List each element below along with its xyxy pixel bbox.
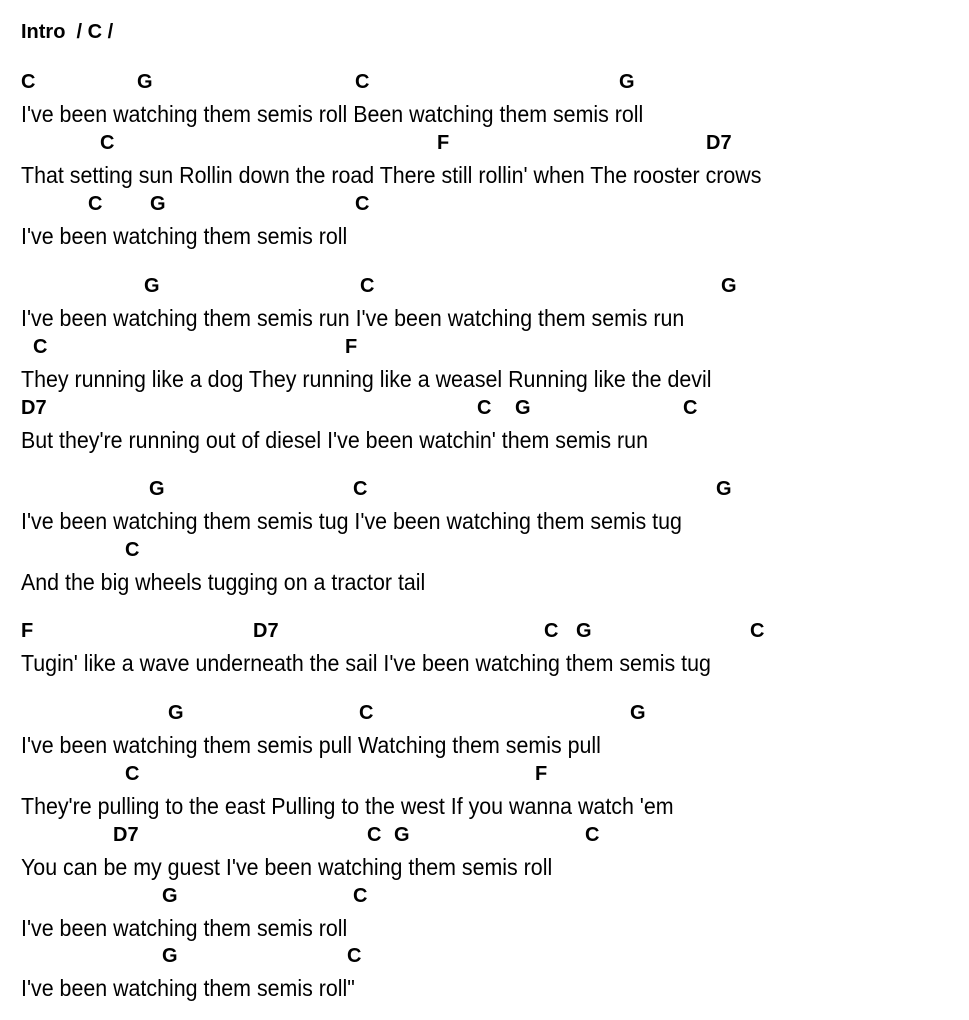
- chord: C: [355, 71, 370, 93]
- chord: C: [585, 824, 600, 846]
- chord: G: [150, 193, 166, 215]
- chord-row: [0, 396, 969, 420]
- chord-row: [0, 335, 969, 359]
- lyric-line: That setting sun Rollin down the road There still rollin' when The rooster crows: [21, 162, 762, 188]
- chord-row: [0, 762, 969, 786]
- chord-row: [0, 619, 969, 643]
- chord: C: [125, 763, 140, 785]
- chord: C: [125, 539, 140, 561]
- lyric-line: I've been watching them semis pull Watching them semis pull: [21, 732, 601, 758]
- chord-row: [0, 274, 969, 298]
- lyric-row: [0, 426, 969, 454]
- lyric-line: I've been watching them semis tug I've been watching them semis tug: [21, 508, 682, 534]
- chord-row: [0, 884, 969, 908]
- chord: F: [535, 763, 548, 785]
- chord: C: [359, 702, 374, 724]
- chord: G: [721, 275, 737, 297]
- chord-row: [0, 701, 969, 725]
- lyric-row: [0, 974, 969, 1002]
- chord-row: [0, 192, 969, 216]
- lyric-line: I've been watching them semis run I've been watching them semis run: [21, 305, 685, 331]
- chord: D7: [253, 620, 279, 642]
- lyric-row: [0, 100, 969, 128]
- chord: G: [137, 71, 153, 93]
- lyric-row: [0, 222, 969, 250]
- lyric-row: [0, 853, 969, 881]
- chord: G: [576, 620, 592, 642]
- chord: C: [683, 397, 698, 419]
- chord: C: [353, 885, 368, 907]
- chord-row: [0, 823, 969, 847]
- lyric-line: They running like a dog They running like a weasel Running like the devil: [21, 366, 712, 392]
- intro-line: Intro / C /: [21, 21, 114, 43]
- chord: C: [88, 193, 103, 215]
- chord: C: [100, 132, 115, 154]
- lyric-line: I've been watching them semis roll: [21, 915, 348, 941]
- chord: G: [168, 702, 184, 724]
- chord: D7: [706, 132, 732, 154]
- lyric-row: [0, 914, 969, 942]
- chord-row: [0, 70, 969, 94]
- chord: F: [21, 620, 34, 642]
- chord: C: [750, 620, 765, 642]
- lyric-line: I've been watching them semis roll: [21, 223, 348, 249]
- lyric-row: [0, 304, 969, 332]
- chord: F: [437, 132, 450, 154]
- chord: G: [515, 397, 531, 419]
- lyric-line: Tugin' like a wave underneath the sail I've been watching them semis tug: [21, 650, 711, 676]
- chord: G: [394, 824, 410, 846]
- chord: G: [162, 885, 178, 907]
- chord: C: [544, 620, 559, 642]
- chord: G: [716, 478, 732, 500]
- chord: C: [33, 336, 48, 358]
- chord: C: [355, 193, 370, 215]
- chord-row: [0, 538, 969, 562]
- chord: D7: [113, 824, 139, 846]
- lyric-row: [0, 792, 969, 820]
- chord: C: [347, 945, 362, 967]
- chord: C: [21, 71, 36, 93]
- lyric-row: [0, 365, 969, 393]
- lyric-line: But they're running out of diesel I've been watchin' them semis run: [21, 427, 648, 453]
- chord: G: [144, 275, 160, 297]
- chord: C: [360, 275, 375, 297]
- chord: C: [367, 824, 382, 846]
- lyric-row: [0, 731, 969, 759]
- chord: C: [477, 397, 492, 419]
- chord: C: [353, 478, 368, 500]
- chord-row: [0, 477, 969, 501]
- chord: G: [619, 71, 635, 93]
- chord: D7: [21, 397, 47, 419]
- lyric-line: They're pulling to the east Pulling to the west If you wanna watch 'em: [21, 793, 674, 819]
- chord: G: [149, 478, 165, 500]
- chord: G: [162, 945, 178, 967]
- chord-row: [0, 944, 969, 968]
- lyric-row: [0, 161, 969, 189]
- lyric-row: [0, 568, 969, 596]
- chord: F: [345, 336, 358, 358]
- lyric-line: You can be my guest I've been watching them semis roll: [21, 854, 553, 880]
- lyric-row: [0, 649, 969, 677]
- lyric-line: I've been watching them semis roll Been watching them semis roll: [21, 101, 644, 127]
- lyric-line: I've been watching them semis roll": [21, 975, 355, 1001]
- lyric-row: [0, 507, 969, 535]
- chord-row: [0, 131, 969, 155]
- chord: G: [630, 702, 646, 724]
- lyric-line: And the big wheels tugging on a tractor tail: [21, 569, 426, 595]
